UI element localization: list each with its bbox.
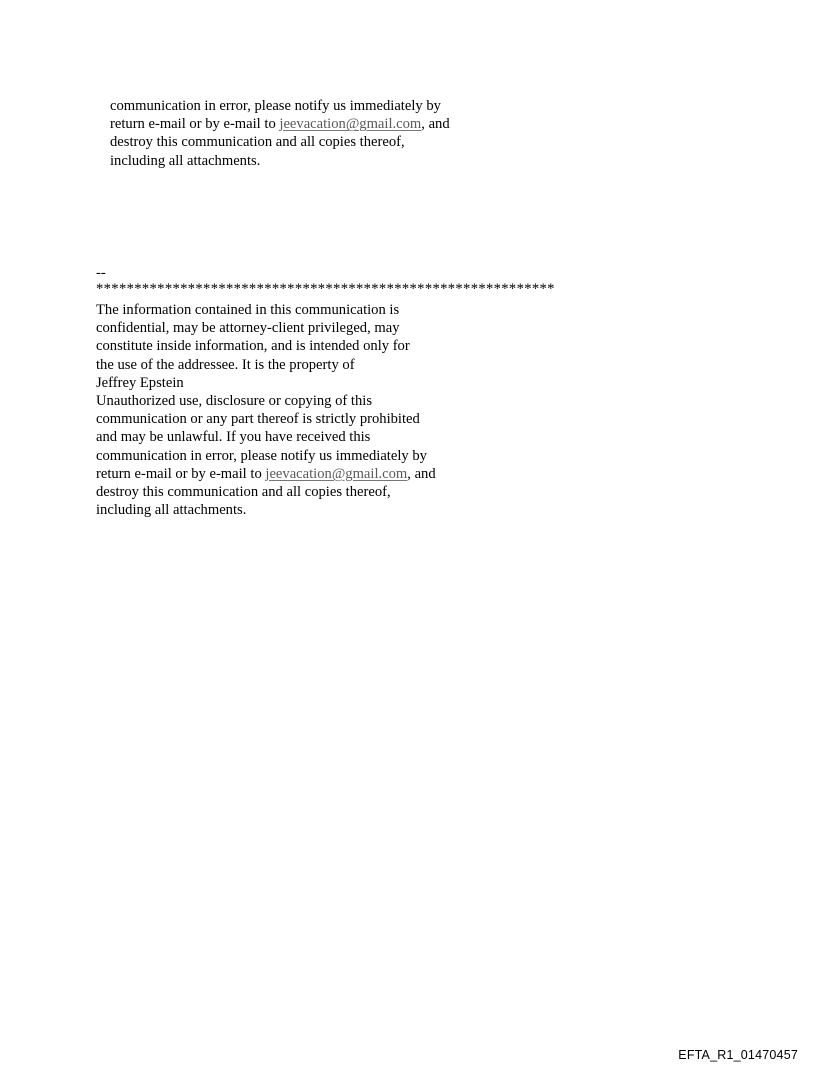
text-segment: , and [407,465,436,482]
text-line: confidential, may be attorney-client privileged, may [96,320,400,337]
text-segment: , and [421,116,450,133]
signature-separator: -- [96,265,106,281]
document-id: EFTA_R1_01470457 [678,1048,798,1062]
asterisk-divider: ************************************************************ [96,281,555,297]
confidentiality-disclaimer [96,301,436,519]
text-line: including all attachments. [96,502,247,519]
text-line: Unauthorized use, disclosure or copying of this [96,392,373,409]
quoted-disclaimer-fragment [110,97,450,170]
text-line: communication in error, please notify us immediately by [96,447,427,464]
text-line: destroy this communication and all copies thereof, [96,483,391,500]
text-segment: return e-mail or by e-mail to [110,116,280,133]
text-line: constitute inside information, and is intended only for [96,338,410,355]
text-line: destroy this communication and all copies thereof, [110,134,405,151]
owner-name: Jeffrey Epstein [96,374,184,391]
text-line-with-link [96,465,436,483]
email-link[interactable]: jeevacation@gmail.com [279,116,422,133]
text-line: communication or any part thereof is strictly prohibited [96,411,420,428]
email-link[interactable]: jeevacation@gmail.com [265,465,408,482]
text-line: and may be unlawful. If you have received this [96,429,371,446]
text-segment: return e-mail or by e-mail to [96,465,266,482]
text-line-with-link [110,115,450,133]
text-line: the use of the addressee. It is the property of [96,356,355,373]
text-line: The information contained in this communication is [96,302,400,318]
text-line: communication in error, please notify us immediately by [110,98,441,114]
text-line: including all attachments. [110,152,261,169]
